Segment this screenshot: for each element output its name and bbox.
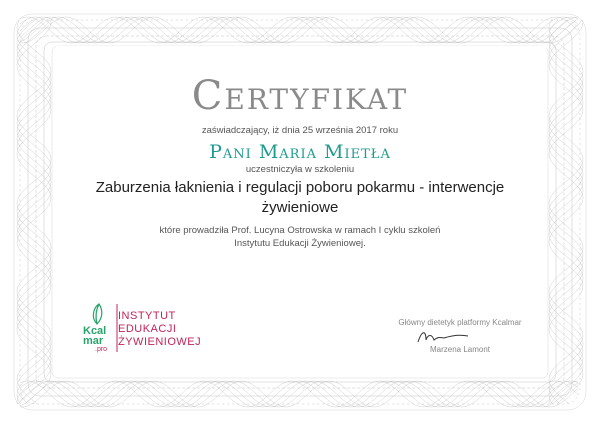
institute-line-2: EDUKACJI — [118, 323, 177, 335]
institute-line-3: ŻYWIENIOWEJ — [118, 336, 202, 348]
certificate-title: Certyfikat — [191, 73, 409, 119]
leaf-icon — [93, 304, 101, 324]
institute-line-1: INSTYTUT — [118, 310, 176, 322]
led-by-line-2: Instytutu Edukacji Żywieniowej. — [234, 238, 366, 249]
led-by-line-1: które prowadziła Prof. Lucyna Ostrowska w ramach I cyklu szkoleń — [159, 225, 441, 236]
recipient-name: Pani Maria Mietła — [209, 141, 391, 163]
attests-line: zaświadczający, iż dnia 25 września 2017 roku — [201, 125, 399, 136]
institute-name — [118, 310, 201, 349]
signature-role: Główny dietetyk platformy Kcalmar — [398, 318, 522, 327]
kcalmar-bottom: mar — [83, 335, 104, 347]
kcalmar-top: Kcal — [83, 325, 107, 337]
signature-name: Marzena Lamont — [429, 345, 491, 354]
course-title: Zaburzenia łaknienia i regulacji poboru pokarmu - interwencje żywieniowe — [95, 179, 505, 216]
participated-line: uczestniczyła w szkoleniu — [245, 164, 355, 175]
kcalmar-domain: .pro — [95, 346, 108, 353]
kcalmar-wordmark — [83, 326, 107, 354]
